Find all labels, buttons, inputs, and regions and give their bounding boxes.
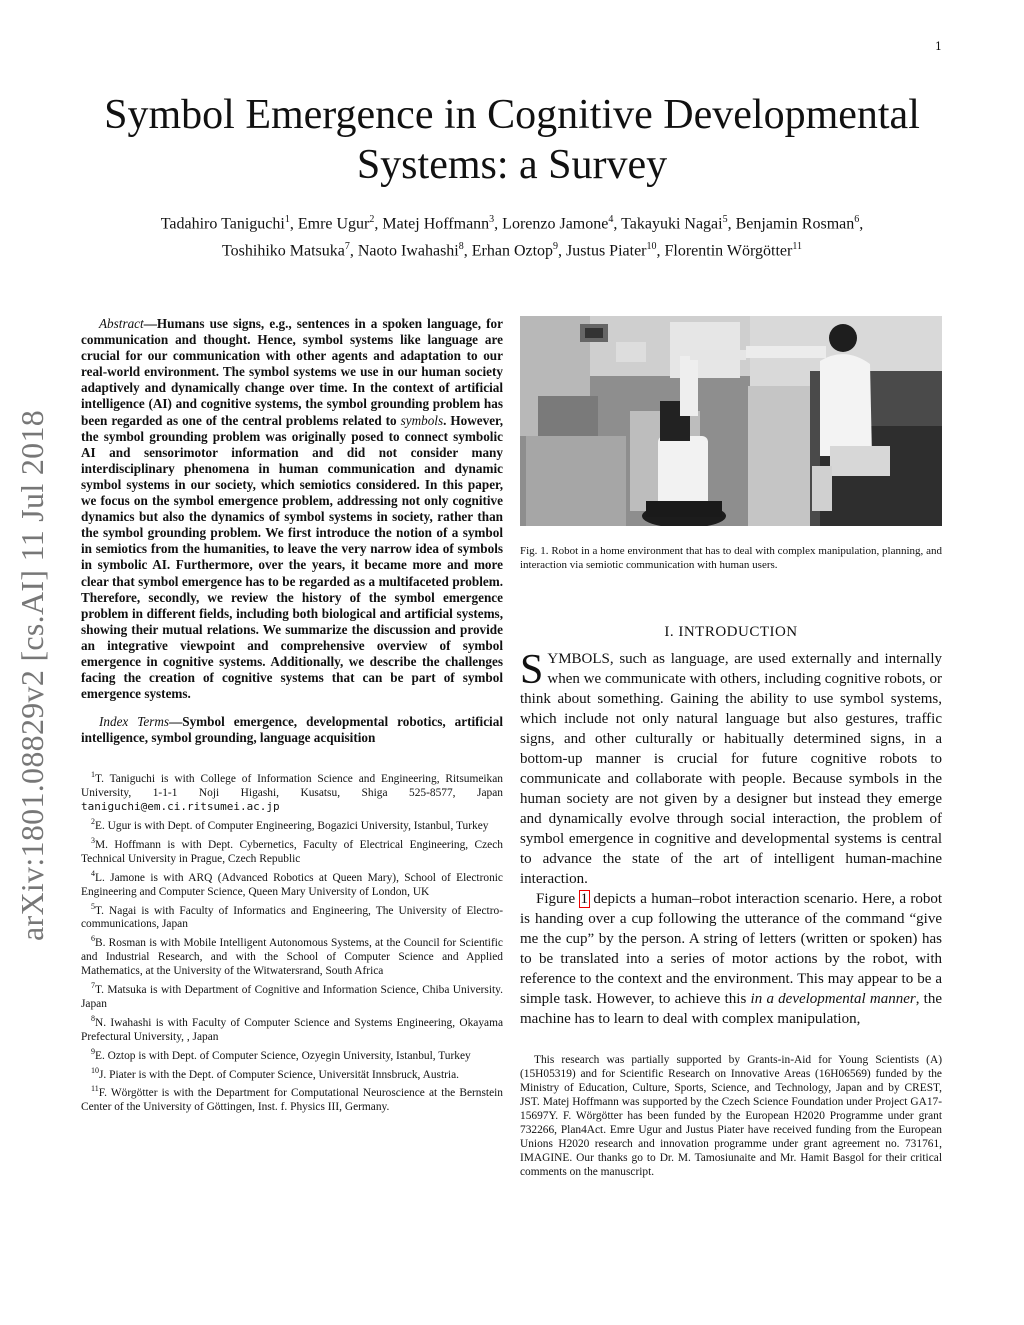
author-name: Justus Piater — [566, 242, 647, 260]
footnote-mark: 2 — [91, 817, 95, 827]
paragraph-text: Figure — [536, 891, 580, 907]
index-terms-lead: Index Terms — [99, 714, 170, 730]
footnote — [81, 867, 503, 899]
author-affiliation-mark: 9 — [553, 241, 559, 253]
footnote-mark: 5 — [91, 901, 95, 911]
footnote-text: E. Oztop is with Dept. of Computer Science, Ozyegin University, Istanbul, Turkey — [95, 1049, 471, 1062]
footnote-mark: 3 — [91, 836, 95, 846]
footnote-email-link[interactable]: taniguchi@em.ci.ritsumei.ac.jp — [81, 800, 280, 814]
arxiv-identifier-stamp[interactable]: arXiv:1801.08829v2 [cs.AI] 11 Jul 2018 — [14, 409, 50, 941]
author-affiliation-mark: 6 — [854, 214, 860, 225]
funding-footnote: This research was partially supported by Grants-in-Aid for Young Scientists (A) (15H05319) and for Scientific Research on Innovative Areas (16H06569) funded by the Ministry of Education, Culture, Sports, Science, and Technology, Japan and by CREST, JST. Matej Hoffmann was supported by the Czech Science Foundation under Project GA17-15697Y. F. Wörgötter has been funded by the European H2020 Programme under grant 732266, Plan4Act. Emre Ugur and Justus Piater have received funding from the European Unions H2020 research and innovation programme under grant agreement no. 731761, IMAGINE. Our thanks go to Dr. M. Tamosiunaite and Mr. Hamit Basgol for their critical comments on the manuscript. — [520, 1054, 942, 1178]
section-heading: I. INTRODUCTION — [664, 624, 798, 640]
author-affiliation-mark: 5 — [722, 214, 728, 225]
author-name: Benjamin Rosman — [735, 215, 855, 233]
abstract — [81, 316, 503, 702]
author-affiliation-mark: 11 — [792, 241, 802, 253]
footnote-mark: 1 — [91, 770, 95, 780]
footnote-mark: 8 — [91, 1014, 95, 1024]
author-affiliation-mark: 8 — [458, 241, 464, 253]
paragraph-italic: in a developmental manner — [750, 991, 916, 1007]
footnote — [81, 834, 503, 866]
author-affiliation-mark: 3 — [489, 214, 495, 225]
footnote-text: B. Rosman is with Mobile Intelligent Autonomous Systems, at the Council for Scientific and Industrial Research, and with the School of Computer Science and Applied Mathematics, at the University of the Witwatersrand, South Africa — [81, 937, 503, 978]
abstract-lead: Abstract — [99, 316, 144, 331]
author-name: Naoto Iwahashi — [357, 242, 459, 260]
affiliation-footnotes — [81, 768, 503, 1114]
intro-paragraph-1 — [520, 649, 942, 889]
footnote — [81, 1012, 503, 1044]
footnote — [81, 900, 503, 932]
footnote — [81, 979, 503, 1011]
author-name: Erhan Oztop — [471, 242, 554, 260]
footnote-text: L. Jamone is with ARQ (Advanced Robotics at Queen Mary), School of Electronic Engineering and Computer Science, Queen Mary University of London, UK — [81, 871, 503, 898]
footnote-text: T. Nagai is with Faculty of Informatics and Engineering, The University of Electro-communications, Japan — [81, 904, 503, 931]
abstract-text: . However, the symbol grounding problem was originally posed to connect symbolic AI and sensorimotor information and did not consider many interdisciplinary phenomena in human communication and dynamic symbol systems in our society, which semiotics considered. In this paper, we focus on the symbol emergence problem, addressing not only cognitive dynamics but also the dynamics of symbol systems in society, rather than the symbol grounding problem. We first introduce the notion of a symbol in semiotics from the humanities, to leave the very narrow idea of symbols in symbolic AI. Furthermore, over the years, it became more and more clear that symbol emergence has to be regarded as a multifaceted problem. Therefore, secondly, we review the history of the symbol emergence problem in different fields, including both biological and artificial systems, showing their mutual relations. We summarize the discussion and provide an integrative viewpoint and comprehensive overview of symbol emergence in cognitive systems. Additionally, we describe the challenges facing the creation of cognitive systems that can be part of symbol emergence systems. — [81, 412, 503, 702]
footnote-text: F. Wörgötter is with the Department for Computational Neuroscience at the Bernstein Center of the University of Göttingen, Inst. f. Physics III, Germany. — [81, 1087, 503, 1114]
author-name: Matej Hoffmann — [382, 215, 490, 233]
paragraph-text: depicts a human–robot interaction scenario. Here, a robot is handing over a cup following the utterance of the command “give me the cup” by the person. A string of letters (written or spoken) has to be translated into a series of motor actions by the robot, with reference to the context and the environment. This may appear to be a simple task. However, to achieve this — [520, 891, 942, 1007]
drop-cap: S — [520, 647, 544, 693]
author-affiliation-mark: 4 — [608, 214, 614, 225]
author-name: Emre Ugur — [297, 215, 370, 233]
footnote-mark: 4 — [91, 868, 95, 878]
robot-photo-figure — [520, 316, 942, 526]
figure-caption: Fig. 1. Robot in a home environment that has to deal with complex manipulation, planning, and interaction via semiotic communication with human users. — [520, 545, 942, 571]
page-number: 1 — [935, 40, 942, 53]
author-name: Tadahiro Taniguchi — [160, 215, 285, 233]
footnote-text: N. Iwahashi is with Faculty of Computer Science and Systems Engineering, Okayama Prefectural University, , Japan — [81, 1016, 503, 1043]
paragraph-text: , the machine has to learn to deal with complex manipulation, — [520, 991, 942, 1027]
footnote-mark: 11 — [91, 1084, 99, 1094]
figure-reference-link[interactable]: 1 — [580, 891, 589, 907]
author-list: Tadahiro Taniguchi$^1$, Emre Ugur$^2$, Matej Hoffmann$^3$, Lorenzo Jamone$^4$, Takayuki Nagai$^5$, Benjamin Rosman$^6$, Toshihiko Matsuka$^7$, Naoto Iwahashi$^8$, Erhan Oztop$^9$, Justus Piater$^{10}$, Florentin Wörgötter$^{11}$ — [160, 214, 864, 260]
footnote — [81, 1082, 503, 1114]
footnote-mark: 9 — [91, 1046, 95, 1056]
index-terms — [81, 714, 503, 746]
author-name: Florentin Wörgötter — [664, 242, 793, 260]
paper-title: Symbol Emergence in Cognitive Developmental Systems: a Survey — [104, 92, 920, 188]
abstract-text: —Humans use signs, e.g., sentences in a spoken language, for communication and thought. Hence, symbol systems like language are crucial for our communication with other agents and adaptation to our real-world environment. The symbol systems we use in our human society adaptively and dynamically change over time. In the context of artificial intelligence (AI) and cognitive systems, the symbol grounding problem has been regarded as one of the central problems related to — [81, 316, 503, 428]
footnote — [81, 768, 503, 814]
footnote-text: T. Taniguchi is with College of Information Science and Engineering, Ritsumeikan University, 1-1-1 Noji Higashi, Kusatsu, Shiga 525-8577, Japan — [81, 773, 503, 800]
index-terms-text: —Symbol emergence, developmental robotics, artificial intelligence, symbol grounding, language acquisition — [81, 714, 503, 746]
footnote — [81, 1045, 503, 1063]
robot-home-scene-image — [520, 316, 942, 526]
footnote-text: J. Piater is with the Dept. of Computer Science, Universität Innsbruck, Austria. — [99, 1068, 460, 1081]
footnote-mark: 10 — [91, 1065, 99, 1075]
footnote — [81, 1064, 503, 1082]
intro-paragraph-2 — [520, 889, 942, 1029]
footnote-text: M. Hoffmann is with Dept. Cybernetics, Faculty of Electrical Engineering, Czech Technical University in Prague, Czech Republic — [81, 838, 503, 865]
footnote — [81, 932, 503, 978]
footnote-mark: 6 — [91, 934, 95, 944]
author-affiliation-mark: 2 — [369, 214, 375, 225]
author-name: Takayuki Nagai — [621, 215, 723, 233]
abstract-italic: symbols — [400, 412, 444, 428]
footnote-text: T. Matsuka is with Department of Cognitive and Information Science, Chiba University. Japan — [81, 984, 503, 1011]
author-affiliation-mark: 10 — [646, 241, 657, 253]
author-name: Lorenzo Jamone — [502, 215, 609, 233]
author-name: Toshihiko Matsuka — [222, 242, 345, 260]
left-column — [81, 316, 503, 1115]
paragraph-text: YMBOLS, such as language, are used externally and internally when we communicate with others, including cognitive robots, or think about something. Gaining the ability to use symbol systems, which include not only natural language but also gestures, traffic signs, and other culturally or habitually determined signs, in a bottom-up manner is crucial for future cognitive robots to communicate and collaborate with people. Because symbols in the human society are not given by a designer but instead they emerge and dynamically evolve through social interaction, the problem of symbol emergence in cognitive and developmental systems is central to advance the state of the art of intelligent human-machine interaction. — [520, 651, 942, 887]
author-affiliation-mark: 1 — [284, 214, 290, 225]
footnote — [81, 815, 503, 833]
right-column — [520, 316, 942, 1179]
author-affiliation-mark: 7 — [344, 241, 350, 253]
footnote-text: E. Ugur is with Dept. of Computer Engineering, Bogazici University, Istanbul, Turkey — [95, 820, 489, 833]
footnote-mark: 7 — [91, 981, 95, 991]
